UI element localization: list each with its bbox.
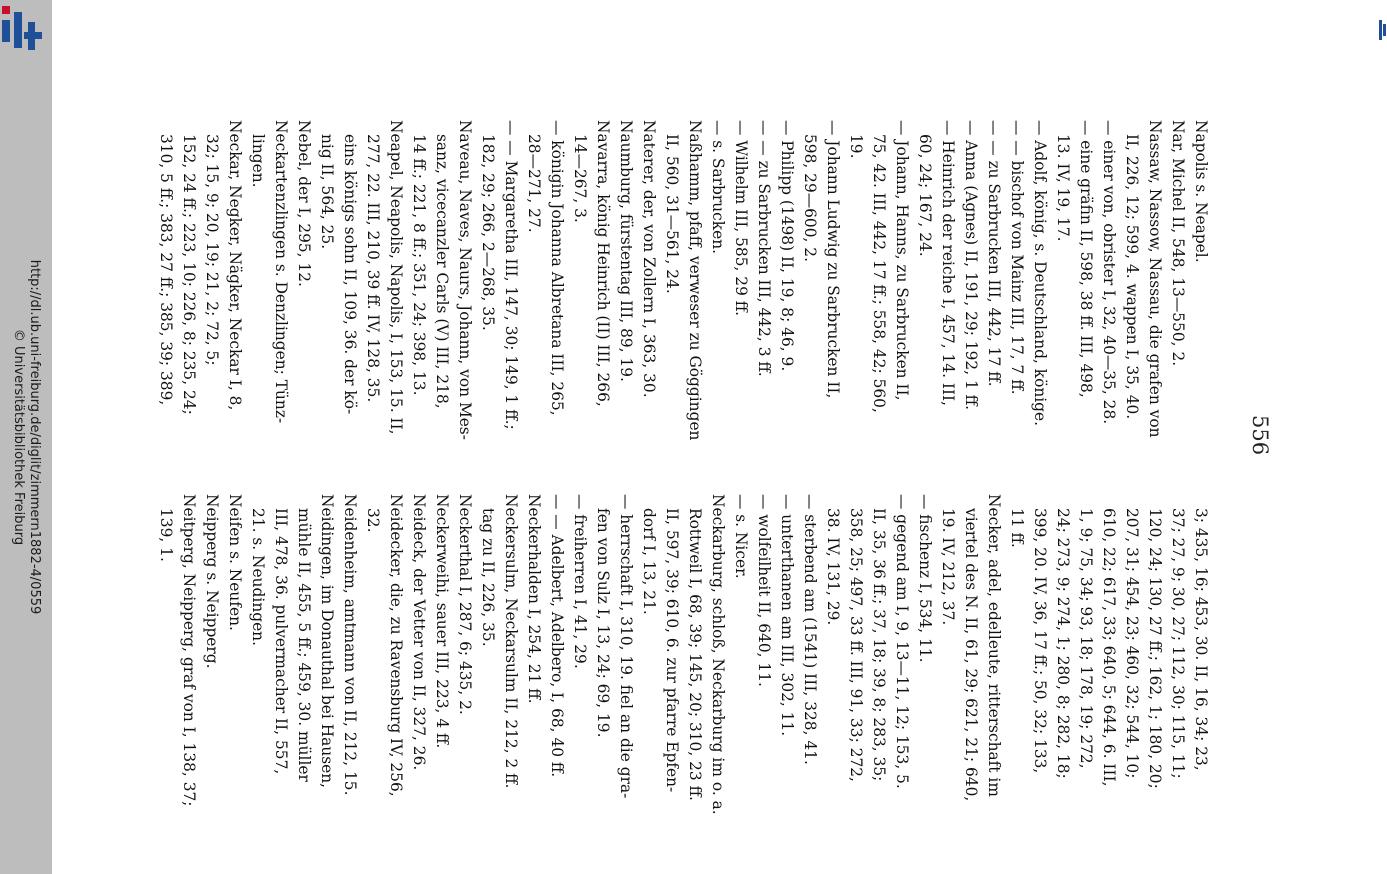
index-entry: Naterer, der, von Zollern I, 363, 30.: [640, 120, 658, 398]
index-entry: — s. Nicer.: [732, 494, 750, 579]
index-entry: Navarra, könig Heinrich (II) III, 266,: [594, 120, 612, 407]
index-entry: 207, 31; 454, 23; 460, 32; 544, 10;: [1123, 508, 1141, 779]
index-entry: tag zu II, 226, 35.: [479, 508, 497, 647]
page-content-rotated: [157, 120, 1272, 840]
index-entry: — unterthanen am III, 302, 11.: [778, 494, 796, 737]
index-entry: 139, 1.: [157, 508, 175, 562]
index-entry: — Johann Ludwig zu Sarbrucken II,: [824, 120, 842, 399]
index-entry: — einer von, obrister I, 32, 40—35, 28.: [1100, 120, 1118, 425]
index-entry: 38. IV, 131, 29.: [824, 508, 842, 626]
index-entry: Nar, Michel II, 548, 13—550, 2.: [1169, 120, 1187, 367]
index-entry: — freiherren I, 41, 29.: [571, 494, 589, 669]
index-entry: — Anna (Agnes) II, 191, 29; 192, 1 ff.: [962, 120, 980, 410]
index-entry: Neifen s. Neufen.: [226, 494, 244, 631]
index-entry: 1, 9; 75, 34; 93, 18; 178, 19; 272,: [1077, 508, 1095, 769]
index-entry: Neitperg, Neipperg, graf von I, 138, 37;: [180, 494, 198, 807]
index-entry: Neckerthal I, 287, 6; 435, 2.: [456, 494, 474, 715]
permalink-url[interactable]: [10, 260, 42, 615]
index-entry: Neidenheim, amtmann von II, 212, 15.: [341, 494, 359, 796]
index-entry: viertel des N. II, 61, 29; 621, 21; 640,: [962, 508, 980, 802]
index-entry: — sterbend am (1541) III, 328, 41.: [801, 494, 819, 765]
index-entry: II, 226, 12; 599, 4. wappen I, 35, 40.: [1123, 134, 1141, 420]
index-entry: Neckarburg, schloß, Neckarburg im o. a.: [709, 494, 727, 815]
index-entry: 21. s. Neudingen.: [249, 508, 267, 646]
index-entry: 277, 22. III, 210, 39 ff. IV, 128, 35.: [364, 134, 382, 403]
index-entry: 358, 25; 497, 33 ff. III, 91, 33; 272,: [847, 508, 865, 782]
index-entry: — — zu Sarbrucken III, 442, 3 ff.: [755, 120, 773, 377]
index-entry: III, 478, 36. pulvermacher II, 557,: [272, 508, 290, 775]
index-entry: — gegend am I, 9, 13—11, 12; 153, 5.: [893, 494, 911, 789]
library-logo-icon[interactable]: [2, 6, 48, 56]
index-entry: Neckerhalden I, 254, 21 ff.: [525, 494, 543, 704]
index-entry: Nassaw, Nassow, Nassau, die grafen von: [1146, 120, 1164, 438]
index-entry: 399, 20. IV, 36, 17 ff.; 50, 32; 133,: [1031, 508, 1049, 774]
url-text[interactable]: http://dl.ub.uni-freiburg.de/diglit/zimmern1882-4/0559: [27, 259, 42, 615]
index-entry: 32.: [364, 508, 382, 533]
index-entry: Naveau, Naves, Naurs, Johann, von Mes-: [456, 120, 474, 440]
index-entry: — Johann, Hanns, zu Sarbrucken II,: [893, 120, 911, 401]
index-entry: — herrschaft I, 310, 19. fiel an die gra-: [617, 494, 635, 799]
index-entry: Naumburg, fürstentag III, 89, 19.: [617, 120, 635, 382]
index-entry: — Philipp (1498) II, 19, 8; 46, 9.: [778, 120, 796, 372]
index-entry: Napolis s. Neapel.: [1192, 120, 1210, 263]
index-entry: — wolfeilheit II, 640, 11.: [755, 494, 773, 687]
index-entry: 598, 29—600, 2.: [801, 134, 819, 262]
index-entry: sanz, vicecanzler Carls (V) III, 218,: [433, 134, 451, 409]
index-entry: II, 35, 36 ff.; 37, 18; 39, 8; 283, 35;: [870, 508, 888, 782]
index-entry: 610, 22; 617, 33; 640, 5; 644, 6. III,: [1100, 508, 1118, 787]
index-entry: — königin Johanna Albretana III, 265,: [548, 120, 566, 416]
index-column-right: [154, 494, 1212, 840]
index-entry: 120, 24; 130, 27 ff.; 162, 1; 180, 20;: [1146, 508, 1164, 789]
index-entry: Necker, adel, edelleute, ritterschaft im: [985, 494, 1003, 797]
index-entry: mühle II, 455, 5 ff.; 459, 30. müller: [295, 508, 313, 782]
index-entry: fen von Sulz I, 13, 24; 69, 19.: [594, 508, 612, 738]
index-entry: — — zu Sarbrucken III, 442, 17 ff.: [985, 120, 1003, 387]
index-entry: nig II, 564, 25.: [318, 134, 336, 250]
scanned-page: [52, 0, 1387, 874]
index-entry: Neideck, der Vetter von II, 327, 26.: [410, 494, 428, 771]
index-entry: 13. IV, 19, 17.: [1054, 134, 1072, 242]
index-entry: Rottweil I, 68, 39; 145, 20; 310, 23 ff.: [686, 508, 704, 801]
index-entry: II, 597, 39; 610, 6. zur pfarre Epfen-: [663, 508, 681, 793]
index-entry: 14—267, 3.: [571, 134, 589, 223]
index-entry: 37; 27, 9; 30, 27; 112, 30; 115, 11;: [1169, 508, 1187, 779]
index-entry: — — Margaretha III, 147, 30; 149, 1 ff.;: [502, 120, 520, 430]
index-entry: Nebel, der I, 295, 12.: [295, 120, 313, 287]
index-entry: 75, 42. III, 442, 17 ff.; 558, 42; 560,: [870, 134, 888, 413]
index-entry: Neipperg s. Neipperg.: [203, 494, 221, 669]
index-entry: 152, 24 ff.; 223, 10; 226, 8; 235, 24;: [180, 134, 198, 415]
index-entry: Neckartenzlingen s. Denzlingen; Tünz-: [272, 120, 290, 424]
index-entry: 24; 273, 9; 274, 1; 280, 8; 282, 18;: [1054, 508, 1072, 779]
index-entry: Naßhamm, pfaff, verweser zu Göggingen: [686, 120, 704, 441]
index-entry: II, 560, 31—561, 24.: [663, 134, 681, 294]
index-entry: — — bischof von Mainz III, 17, 7 ff.: [1008, 120, 1026, 395]
index-entry: Neckersulm, Neckarsulm II, 212, 2 ff.: [502, 494, 520, 789]
index-entry: 3; 435, 16; 453, 30. II, 16, 34; 23,: [1192, 508, 1210, 771]
index-entry: 60, 24; 167, 24.: [916, 134, 934, 257]
index-entry: 310, 5 ff.; 383, 27 ff.; 385, 39; 389,: [157, 134, 175, 406]
index-column-left: [154, 120, 1212, 466]
index-entry: 11 ff.: [1008, 508, 1026, 548]
index-entry: eins königs sohn II, 109, 36. der kö-: [341, 134, 359, 415]
index-entry: 32; 15, 9; 20, 19; 21, 2; 72, 5;: [203, 134, 221, 366]
index-entry: — Wilhelm III, 585, 29 ff.: [732, 120, 750, 317]
index-entry: Neckerweihi, sauer III, 223, 4 ff.: [433, 494, 451, 749]
index-entry: 28—271, 27.: [525, 134, 543, 233]
index-entry: — eine gräfin II, 598, 38 ff. III, 498,: [1077, 120, 1095, 398]
viewer-sidebar: [0, 0, 52, 874]
index-entry: — Adolf, könig, s. Deutschland, könige.: [1031, 120, 1049, 427]
index-entry: Neidingen, im Donauthal bei Hausen,: [318, 494, 336, 789]
copyright-text: © Universitätsbibliothek Freiburg: [11, 328, 26, 546]
index-entry: Neckar, Negker, Nägker, Neckar I, 8,: [226, 120, 244, 411]
index-entry: Neidecker, die, zu Ravensburg IV, 256,: [387, 494, 405, 797]
index-entry: dorf I, 13, 21.: [640, 508, 658, 615]
index-entry: lingen.: [249, 134, 267, 188]
index-entry: 19.: [847, 134, 865, 159]
index-entry: — Heinrich der reiche I, 457, 14. III,: [939, 120, 957, 407]
index-entry: 14 ff.; 221, 8 ff.; 351, 24; 398, 13.: [410, 134, 428, 396]
index-entry: — s. Sarbrucken.: [709, 120, 727, 255]
index-entry: 19. IV, 212, 37.: [939, 508, 957, 626]
page-number: 556: [1248, 415, 1272, 456]
index-entry: 182, 29; 266, 2—268, 35.: [479, 134, 497, 331]
index-entry: — — Adelbert, Adelbero, I, 68, 40 ff.: [548, 494, 566, 778]
index-entry: Neapel, Neapolis, Napolis, I, 153, 15. II,: [387, 120, 405, 435]
index-entry: — fischenz I, 534, 11.: [916, 494, 934, 663]
